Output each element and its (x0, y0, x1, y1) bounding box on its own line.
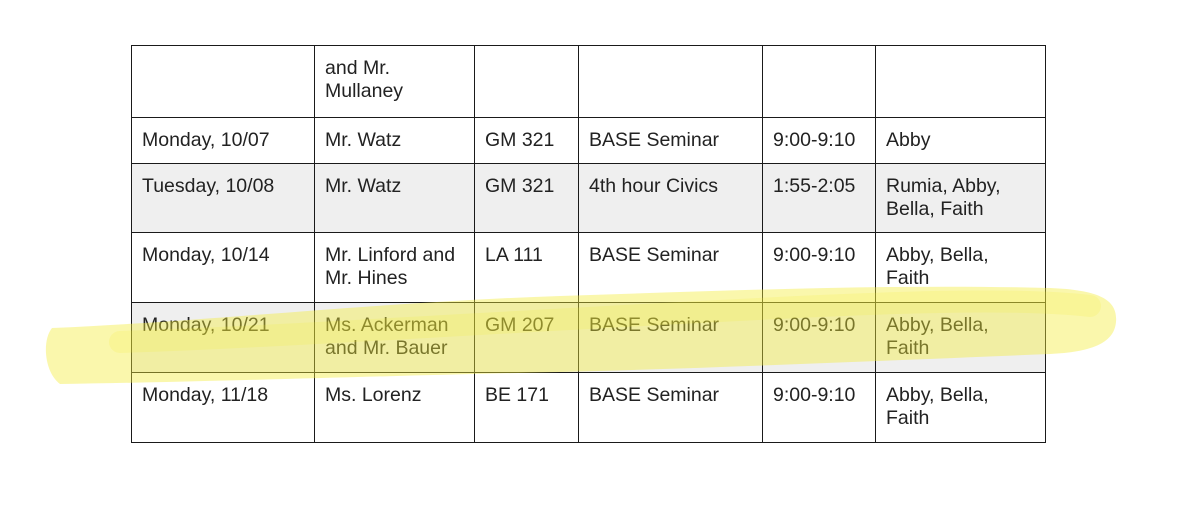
date-cell: Monday, 10/07 (132, 118, 315, 164)
time-cell: 9:00-9:10 (763, 118, 876, 164)
time-cell: 9:00-9:10 (763, 233, 876, 303)
schedule-table (131, 45, 1046, 443)
students-cell: Abby, Bella, Faith (876, 233, 1046, 303)
date-cell: Monday, 10/14 (132, 233, 315, 303)
time-cell: 9:00-9:10 (763, 303, 876, 373)
teacher-cell: and Mr. Mullaney (315, 46, 475, 118)
table-row (132, 46, 1046, 118)
room-cell: GM 207 (475, 303, 579, 373)
table-row (132, 233, 1046, 303)
teacher-cell: Ms. Lorenz (315, 373, 475, 443)
room-cell (475, 46, 579, 118)
table-row (132, 373, 1046, 443)
date-cell: Tuesday, 10/08 (132, 164, 315, 233)
students-cell: Abby, Bella, Faith (876, 303, 1046, 373)
table-row (132, 118, 1046, 164)
table-row (132, 303, 1046, 373)
room-cell: LA 111 (475, 233, 579, 303)
time-cell: 9:00-9:10 (763, 373, 876, 443)
students-cell: Abby (876, 118, 1046, 164)
students-cell: Abby, Bella, Faith (876, 373, 1046, 443)
schedule-table-body (132, 46, 1046, 443)
teacher-cell: Ms. Ackerman and Mr. Bauer (315, 303, 475, 373)
class-cell: BASE Seminar (579, 118, 763, 164)
date-cell (132, 46, 315, 118)
class-cell: BASE Seminar (579, 233, 763, 303)
room-cell: GM 321 (475, 164, 579, 233)
date-cell: Monday, 11/18 (132, 373, 315, 443)
class-cell: BASE Seminar (579, 373, 763, 443)
room-cell: BE 171 (475, 373, 579, 443)
class-cell: BASE Seminar (579, 303, 763, 373)
class-cell (579, 46, 763, 118)
time-cell (763, 46, 876, 118)
teacher-cell: Mr. Watz (315, 164, 475, 233)
teacher-cell: Mr. Linford and Mr. Hines (315, 233, 475, 303)
room-cell: GM 321 (475, 118, 579, 164)
time-cell: 1:55-2:05 (763, 164, 876, 233)
date-cell: Monday, 10/21 (132, 303, 315, 373)
students-cell (876, 46, 1046, 118)
teacher-cell: Mr. Watz (315, 118, 475, 164)
students-cell: Rumia, Abby, Bella, Faith (876, 164, 1046, 233)
class-cell: 4th hour Civics (579, 164, 763, 233)
table-row (132, 164, 1046, 233)
